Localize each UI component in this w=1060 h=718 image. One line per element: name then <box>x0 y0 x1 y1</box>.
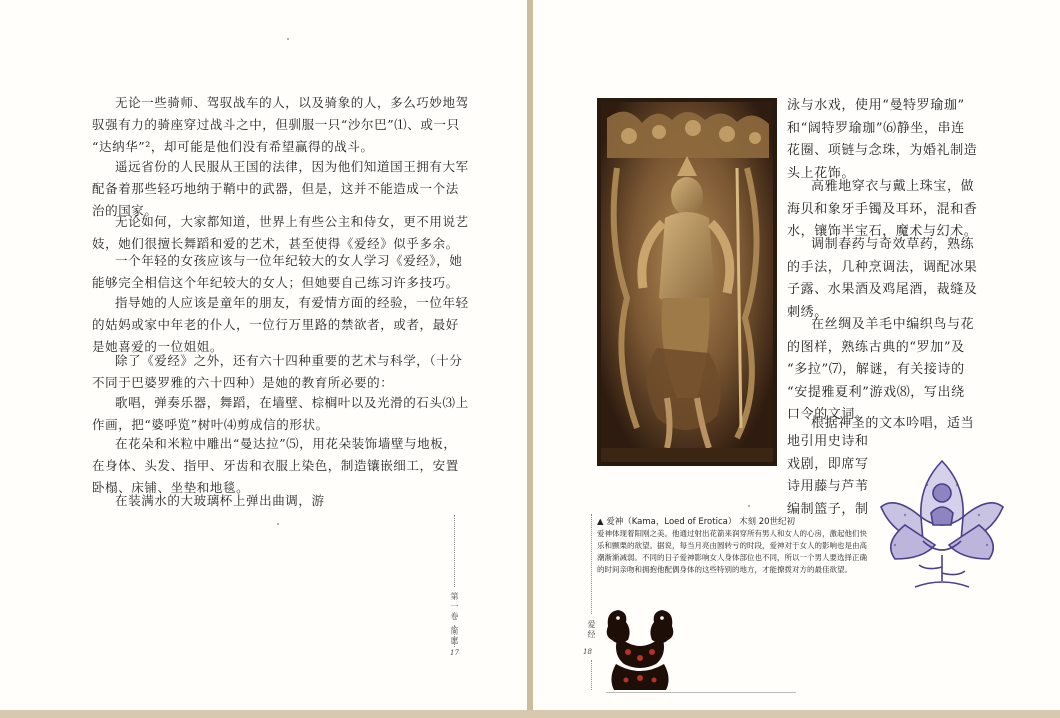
text-line: 无论如何，大家都知道，世界上有些公主和侍女，更不用说艺 <box>115 214 469 229</box>
text-line: 驭强有力的骑座穿过战斗之中，但驯服一只“沙尔巴”⑴、或一只 <box>92 117 460 132</box>
paragraph-9 <box>115 490 325 512</box>
text-line: 子露、水果酒及鸡尾酒，裁缝及 <box>787 282 978 297</box>
text-line: 是她喜爱的一位姐姐。 <box>92 339 224 354</box>
text-line: “达纳华”²，却可能是他们没有希望赢得的战斗。 <box>92 139 374 154</box>
side-rule <box>591 514 592 614</box>
text-line: 水，镶饰半宝石，魔术与幻术。 <box>787 224 978 239</box>
lotus-buddha-image <box>875 455 1010 595</box>
side-rule <box>454 625 455 647</box>
text-line: 诗用藤与芦苇 <box>787 479 869 494</box>
paragraph-5 <box>92 292 469 358</box>
text-line: 歌唱，弹奏乐器，舞蹈，在墙壁、棕榈叶以及光滑的石头⑶上 <box>115 395 469 410</box>
text-line: 在装满水的大玻璃杯上弹出曲调，游 <box>115 493 325 508</box>
paragraph-3 <box>92 211 469 255</box>
text-line: 卧榻、床铺、坐垫和地毯。 <box>92 480 250 495</box>
text-line: “安提雅夏利”游戏⑻，写出绕 <box>787 384 965 400</box>
text-line: 配备着那些轻巧地纳于鞘中的武器，但是，这并不能造成一个法 <box>92 181 459 196</box>
text-line: 遥远省份的人民服从王国的法律，因为他们知道国王拥有大军 <box>115 159 469 174</box>
birds-ornament-image <box>598 606 682 692</box>
text-line: 能够完全相信这个年纪较大的女人；但她要自己练习许多技巧。 <box>92 275 459 290</box>
page-mark <box>287 38 289 40</box>
page-number: 18 <box>583 648 592 656</box>
text-line: 地引用史诗和 <box>787 434 869 449</box>
paragraph-r4 <box>787 314 974 427</box>
text-line: 刺绣。 <box>787 304 828 320</box>
text-line: 除了《爱经》之外，还有六十四种重要的艺术与科学，（十分 <box>115 353 463 368</box>
kama-carving-image <box>597 98 777 466</box>
text-line: 根据神圣的文本吟唱，适当 <box>811 416 975 431</box>
caption-body: 爱神体现着阳刚之美。他通过射出花箭来润穿所有男人和女人的心房，激起他们快乐和颤栗的欲望。据说，每当月亮由圆转亏的时段，爱神对于女人的影响也是由高潮渐渐减弱。不同的日子爱神影响女人身体部位也不同，所以一个男人要选择正确的时间亲吻和拥抱他配偶身体的这些特别的地方，才能撩拨对方的最佳欲望。 <box>597 529 867 574</box>
paragraph-r6 <box>787 431 869 521</box>
paragraph-r1 <box>787 95 977 185</box>
text-line: 调制春药与奇效草药，熟练 <box>811 237 975 252</box>
side-rule <box>454 515 455 587</box>
text-line: 在丝绸及羊毛中编织鸟与花 <box>811 317 975 332</box>
paragraph-r3 <box>787 234 977 324</box>
side-rule <box>591 660 592 690</box>
text-line: 一个年轻的女孩应该与一位年纪较大的女人学习《爱经》，她 <box>115 253 463 268</box>
image-caption <box>597 516 872 576</box>
page-mark <box>748 505 750 507</box>
text-line: 不同于巴婆罗雅的六十四种）是她的教育所必要的： <box>92 375 394 390</box>
text-line: 的手法，几种烹调法，调配冰果 <box>787 259 978 275</box>
text-line: 花圈、项链与念珠，为婚礼制造 <box>787 143 978 158</box>
text-line: 指导她的人应该是童年的朋友，有爱情方面的经验，一位年轻 <box>115 295 469 310</box>
text-line: 治的国家。 <box>92 203 158 218</box>
text-line: 高雅地穿衣与戴上珠宝，做 <box>811 179 975 194</box>
text-line: 在身体、头发、指甲、牙齿和衣服上染色，制造镶嵌细工，安置 <box>92 458 459 473</box>
paragraph-1 <box>92 92 469 158</box>
text-line: 口令的文词。 <box>787 407 869 422</box>
text-line: 作画，把“婆呼览”树叶⑷剪成信的形状。 <box>92 417 329 432</box>
bottom-rule <box>606 692 796 693</box>
paragraph-4 <box>92 250 463 294</box>
paragraph-6 <box>92 350 463 394</box>
page-bottom-edge <box>0 710 1060 718</box>
text-line: 的图样，熟练古典的“罗加”及 <box>787 339 965 355</box>
caption-title: ▲ 爱神（Kama，Loed of Erotica） 木刻 20世纪初 <box>597 517 796 527</box>
text-line: 的姑妈或家中年老的仆人，一位行万里路的禁欲者，或者，最好 <box>92 317 459 332</box>
text-line: “多拉”⑺，解谜，有关接诗的 <box>787 362 965 377</box>
text-line: 泳与水戏，使用“曼特罗瑜珈” <box>787 98 965 113</box>
page-mark <box>277 523 279 525</box>
text-line: 编制篮子，制 <box>787 501 869 517</box>
paragraph-7 <box>92 392 469 436</box>
page-number: 17 <box>450 649 459 657</box>
chapter-label: 第一卷 简愿 <box>450 592 459 647</box>
text-line: 戏剧，即席写 <box>787 456 869 472</box>
text-line: 头上花饰。 <box>787 165 856 181</box>
text-line: 和“阔特罗瑜珈”⑹静坐，串连 <box>787 120 965 136</box>
text-line: 无论一些骑师、驾驭战车的人，以及骑象的人，多么巧妙地驾 <box>115 95 469 110</box>
book-label: 爱经 <box>587 620 596 640</box>
text-line: 在花朵和米粒中雕出“曼达拉”⑸，用花朵装饰墙壁与地板， <box>115 436 457 451</box>
text-line: 海贝和象牙手镯及耳环，混和香 <box>787 201 978 217</box>
text-line: 妓，她们很擅长舞蹈和爱的艺术，甚至使得《爱经》似乎多余。 <box>92 236 459 251</box>
